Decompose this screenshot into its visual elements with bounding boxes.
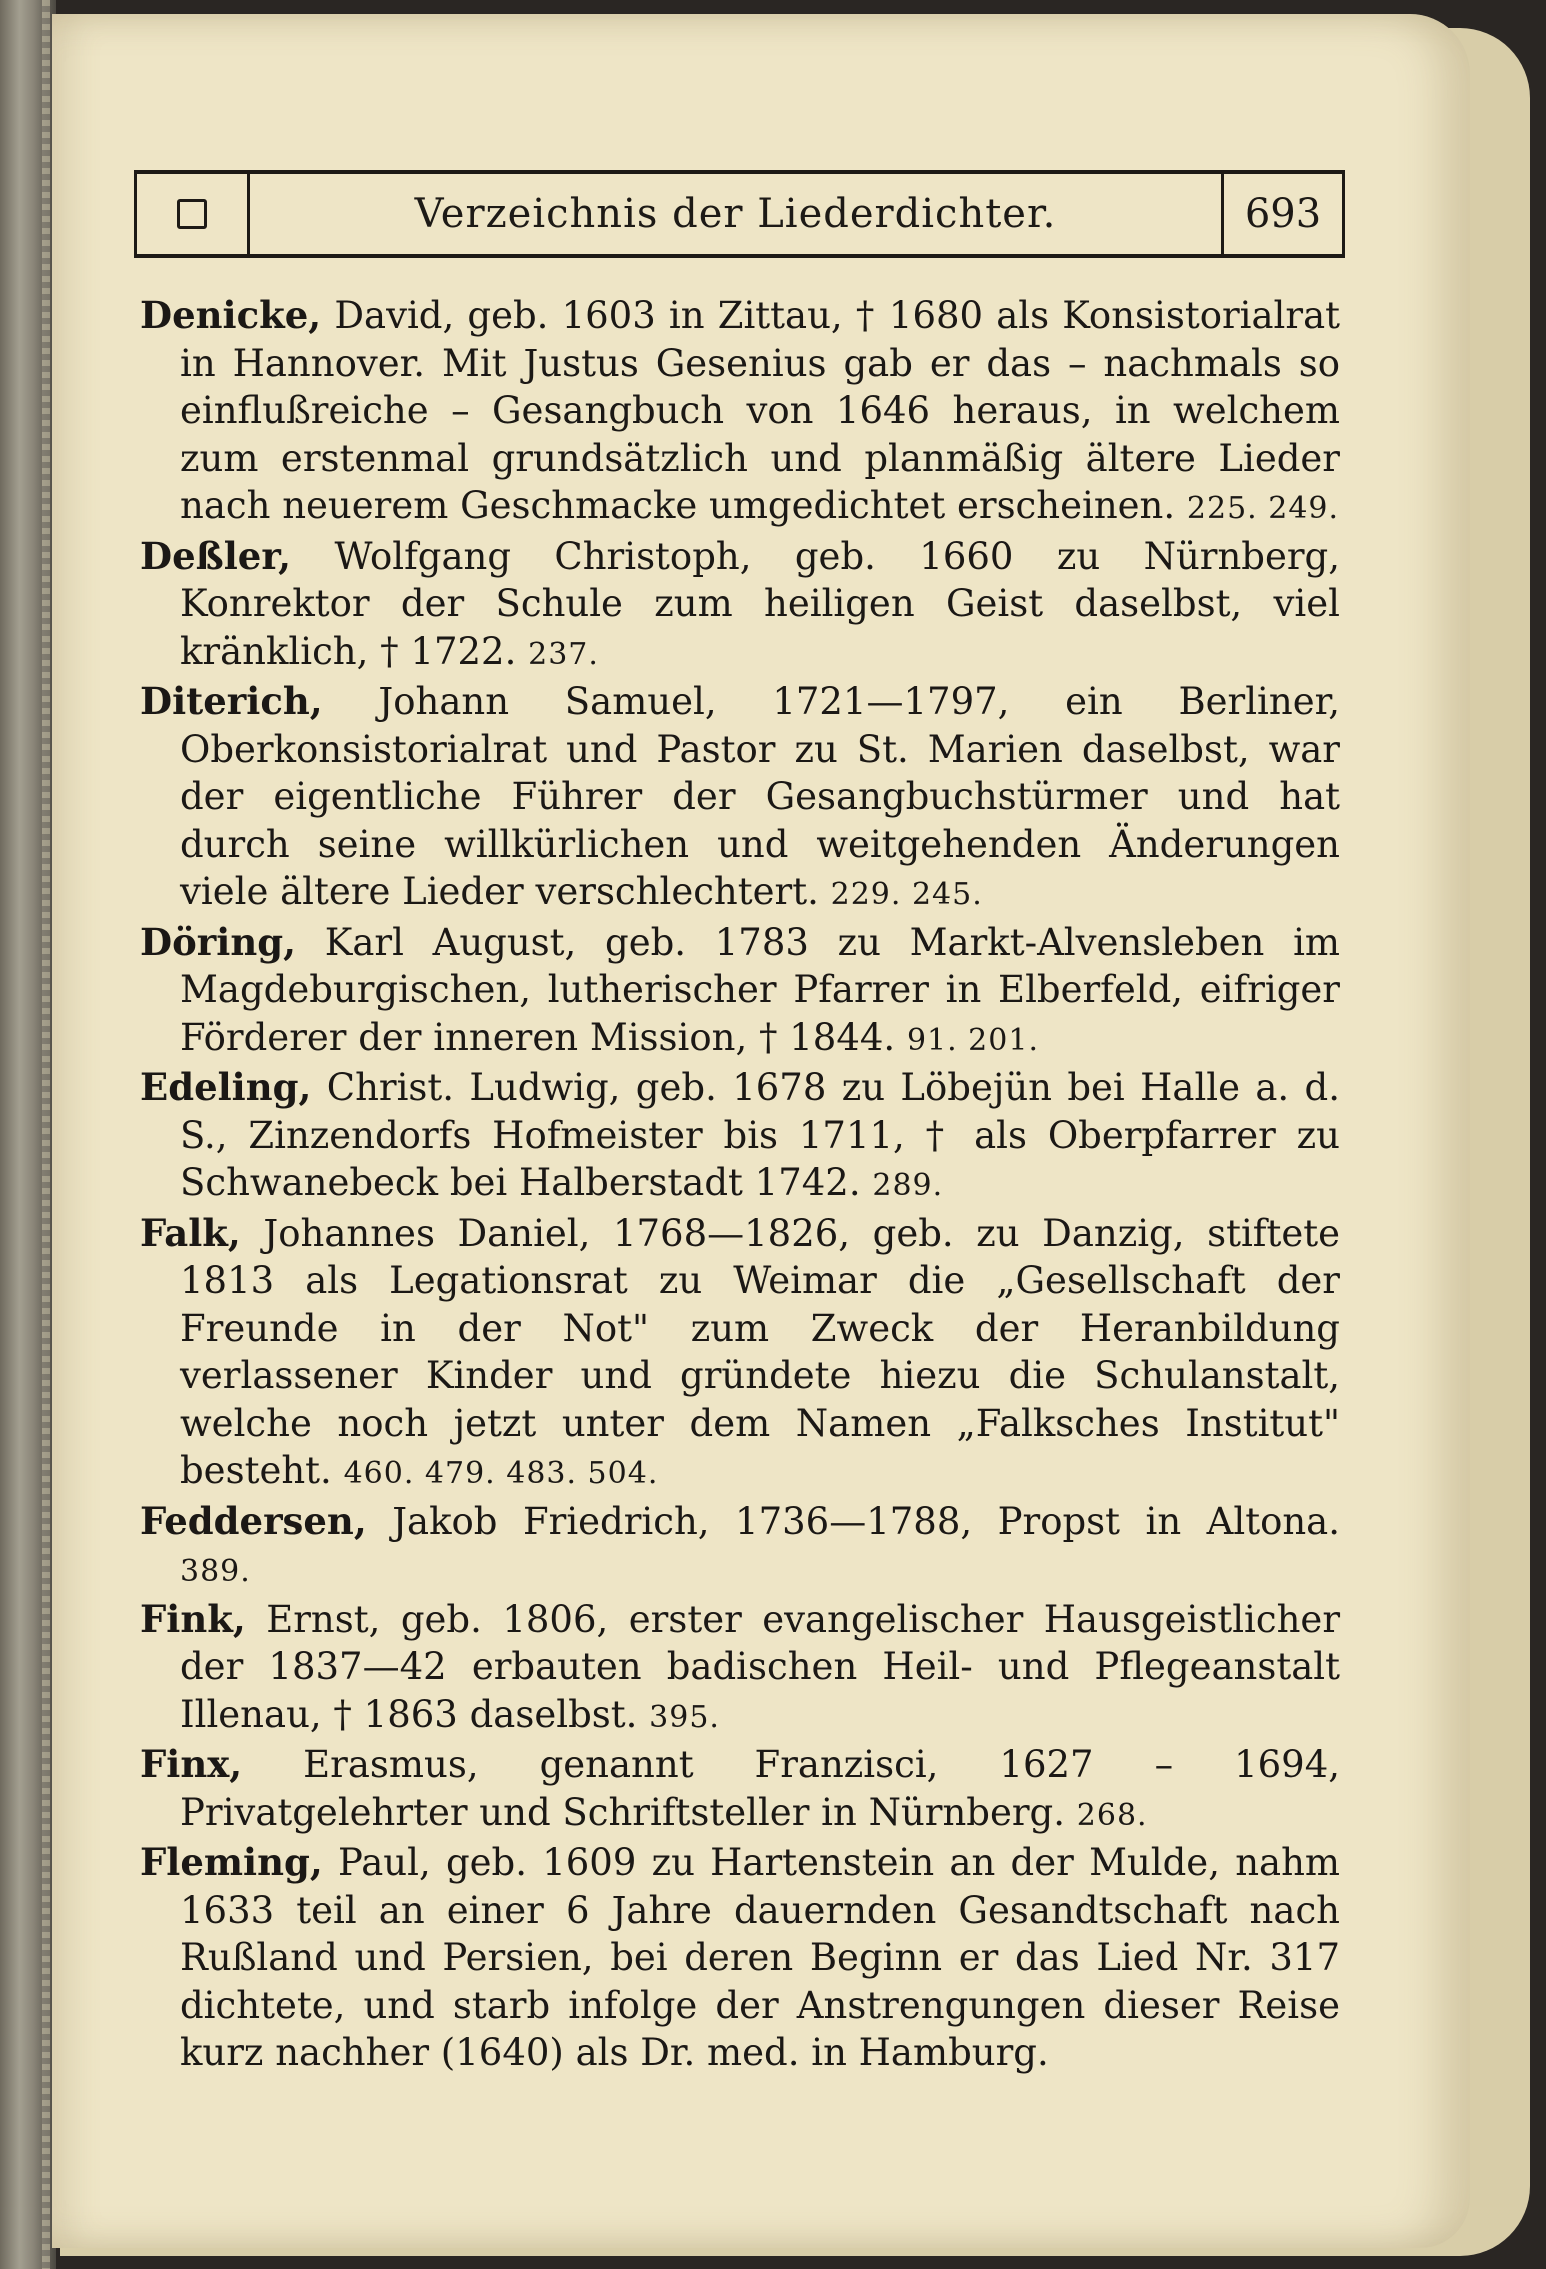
entry-text: Erasmus, genannt Franzisci, 1627 – 1694, Privatgelehrter und Schriftsteller in Nürnberg. — [180, 1743, 1340, 1834]
entry-refs: 395. — [649, 1699, 720, 1735]
entry-text: Paul, geb. 1609 zu Hartenstein an der Mulde, nahm 1633 teil an einer 6 Jahre dauernden Gesandtschaft nach Rußland und Persien, bei deren Beginn er das Lied Nr. 317 dichtete, und starb infolge der Anstrengungen dieser Reise kurz nachher (1640) als Dr. med. in Hamburg. — [180, 1841, 1340, 2074]
list-item — [140, 1210, 1340, 1498]
entry-name: Finx, — [140, 1742, 243, 1786]
entry-text: Christ. Ludwig, geb. 1678 zu Löbejün bei Halle a. d. S., Zinzendorfs Hofmeister bis 1711, † als Oberpfarrer zu Schwanebeck bei Halberstadt 1742. — [180, 1066, 1341, 1204]
list-item — [140, 292, 1340, 533]
page-number: 693 — [1244, 191, 1322, 237]
entry-refs: 225. 249. — [1186, 491, 1340, 526]
entry-list — [140, 292, 1340, 2080]
list-item — [140, 919, 1340, 1065]
list-item — [140, 1498, 1340, 1596]
entry-refs: 389. — [180, 1554, 251, 1589]
list-item — [140, 678, 1340, 919]
entry-name: Denicke, — [140, 293, 322, 337]
entry-name: Diterich, — [140, 679, 323, 723]
entry-refs: 268. — [1076, 1797, 1148, 1833]
entry-name: Fleming, — [140, 1840, 323, 1884]
entry-text: David, geb. 1603 in Zittau, † 1680 als Konsistorialrat in Hannover. Mit Justus Gesenius gab er das – nachmals so einflußreiche – Gesangbuch von 1646 heraus, in welchem zum erstenmal grundsätzlich und planmäßig ältere Lieder nach neuerem Geschmacke umgedichtet erscheinen. — [180, 294, 1340, 527]
entry-refs: 91. 201. — [906, 1022, 1039, 1058]
entry-name: Fink, — [140, 1596, 246, 1641]
entry-text: Jakob Friedrich, 1736—1788, Propst in Altona. — [392, 1499, 1340, 1543]
list-item — [140, 1596, 1340, 1742]
page-title: Verzeichnis der Liederdichter. — [250, 174, 1224, 254]
entry-name: Feddersen, — [140, 1498, 367, 1543]
entry-name: Döring, — [140, 919, 296, 964]
entry-refs: 460. 479. 483. 504. — [343, 1456, 659, 1491]
entry-name: Falk, — [140, 1210, 241, 1255]
entry-text: Johann Samuel, 1721—1797, ein Berliner, Oberkonsistorialrat und Pastor zu St. Marien daselbst, war der eigentliche Führer der Gesangbuchstürmer und hat durch seine willkürlichen und weitgehenden Änderungen viele ältere Lieder verschlechtert. — [180, 680, 1340, 913]
list-item — [140, 1741, 1340, 1839]
header-symbol-cell — [137, 174, 250, 254]
entry-refs: 229. 245. — [830, 877, 983, 912]
entry-name: Edeling, — [140, 1065, 312, 1109]
list-item — [140, 1839, 1340, 2080]
entry-refs: 289. — [872, 1168, 944, 1203]
entry-text: Johannes Daniel, 1768—1826, geb. zu Danzig, stiftete 1813 als Legationsrat zu Weimar die „Gesellschaft der Freunde in der Not" zum Zweck der Heranbildung verlassener Kinder und gründete hiezu die Schulanstalt, welche noch jetzt unter dem Namen „Falksches Institut" besteht. — [180, 1211, 1340, 1492]
list-item — [140, 533, 1340, 679]
running-header — [134, 170, 1345, 258]
entry-text: Ernst, geb. 1806, erster evangelischer Hausgeistlicher der 1837—42 erbauten badischen Heil- und Pflegeanstalt Illenau, † 1863 daselbst. — [180, 1597, 1341, 1736]
entry-text: Wolfgang Christoph, geb. 1660 zu Nürnberg, Konrektor der Schule zum heiligen Geist daselbst, viel kränklich, † 1722. — [180, 534, 1341, 673]
book-page — [52, 14, 1470, 2248]
entry-text: Karl August, geb. 1783 zu Markt-Alvensleben im Magdeburgischen, lutherischer Pfarrer in Elberfeld, eifriger Förderer der inneren Mission, † 1844. — [180, 920, 1341, 1059]
book-binding — [0, 0, 56, 2269]
entry-name: Deßler, — [140, 533, 292, 578]
list-item — [140, 1064, 1340, 1210]
entry-refs: 237. — [528, 636, 599, 672]
square-icon — [177, 199, 207, 229]
